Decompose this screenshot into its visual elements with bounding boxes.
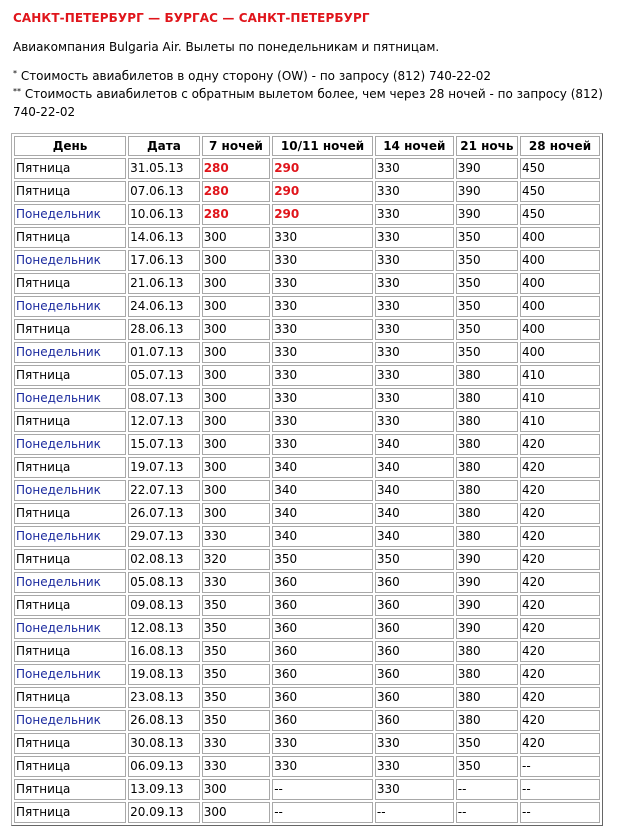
- cell-date: 17.06.13: [128, 250, 200, 271]
- cell-price-10-11-nights: 330: [272, 434, 373, 455]
- cell-price-7-nights: 300: [202, 365, 271, 386]
- cell-price-28-nights: 420: [520, 503, 600, 524]
- cell-price-10-11-nights: 330: [272, 733, 373, 754]
- table-row: [14, 664, 600, 685]
- table-row: [14, 250, 600, 271]
- cell-price-21-nights: 380: [456, 710, 518, 731]
- cell-day: Пятница: [14, 756, 126, 777]
- cell-price-10-11-nights: 360: [272, 618, 373, 639]
- cell-price-14-nights: 340: [375, 434, 454, 455]
- cell-price-28-nights: 400: [520, 250, 600, 271]
- cell-date: 14.06.13: [128, 227, 200, 248]
- cell-price-7-nights: 300: [202, 434, 271, 455]
- cell-price-28-nights: --: [520, 802, 600, 823]
- route-title: САНКТ-ПЕТЕРБУРГ — БУРГАС — САНКТ-ПЕТЕРБУРГ: [13, 11, 370, 25]
- cell-day: Пятница: [14, 365, 126, 386]
- table-row: [14, 411, 600, 432]
- cell-price-7-nights: 300: [202, 480, 271, 501]
- table-row: [14, 779, 600, 800]
- cell-price-28-nights: 420: [520, 457, 600, 478]
- cell-price-7-nights: 300: [202, 227, 271, 248]
- cell-day: Понедельник: [14, 526, 126, 547]
- table-row: [14, 549, 600, 570]
- price-notes: [13, 68, 613, 121]
- cell-price-28-nights: 420: [520, 549, 600, 570]
- cell-day: Понедельник: [14, 710, 126, 731]
- table-row: [14, 641, 600, 662]
- cell-date: 07.06.13: [128, 181, 200, 202]
- cell-price-14-nights: 330: [375, 181, 454, 202]
- cell-price-7-nights: 300: [202, 802, 271, 823]
- cell-price-10-11-nights: 340: [272, 480, 373, 501]
- cell-price-10-11-nights: 330: [272, 250, 373, 271]
- cell-price-28-nights: 400: [520, 273, 600, 294]
- cell-date: 06.09.13: [128, 756, 200, 777]
- cell-price-10-11-nights: 360: [272, 572, 373, 593]
- cell-price-14-nights: 360: [375, 664, 454, 685]
- cell-price-28-nights: 420: [520, 618, 600, 639]
- cell-price-14-nights: 350: [375, 549, 454, 570]
- cell-price-7-nights: 350: [202, 618, 271, 639]
- cell-price-7-nights: 300: [202, 296, 271, 317]
- cell-price-21-nights: 380: [456, 480, 518, 501]
- cell-price-21-nights: 380: [456, 664, 518, 685]
- cell-price-21-nights: 350: [456, 273, 518, 294]
- cell-price-7-nights: 350: [202, 595, 271, 616]
- header-14-nights: 14 ночей: [375, 136, 454, 156]
- header-10-11-nights: 10/11 ночей: [272, 136, 373, 156]
- cell-price-28-nights: 420: [520, 434, 600, 455]
- cell-price-21-nights: 380: [456, 457, 518, 478]
- cell-date: 02.08.13: [128, 549, 200, 570]
- cell-date: 08.07.13: [128, 388, 200, 409]
- cell-price-28-nights: 450: [520, 181, 600, 202]
- cell-date: 13.09.13: [128, 779, 200, 800]
- cell-price-7-nights: 280: [202, 204, 271, 225]
- cell-price-14-nights: 330: [375, 342, 454, 363]
- cell-price-28-nights: 420: [520, 733, 600, 754]
- note-one-way: [13, 68, 613, 86]
- cell-price-14-nights: 330: [375, 227, 454, 248]
- cell-price-21-nights: 380: [456, 388, 518, 409]
- cell-price-14-nights: 330: [375, 365, 454, 386]
- cell-price-21-nights: 350: [456, 319, 518, 340]
- cell-price-7-nights: 330: [202, 756, 271, 777]
- cell-day: Понедельник: [14, 572, 126, 593]
- cell-date: 22.07.13: [128, 480, 200, 501]
- cell-price-14-nights: 340: [375, 457, 454, 478]
- cell-date: 28.06.13: [128, 319, 200, 340]
- cell-price-21-nights: 350: [456, 296, 518, 317]
- table-row: [14, 342, 600, 363]
- table-row: [14, 618, 600, 639]
- cell-price-14-nights: 330: [375, 779, 454, 800]
- cell-price-10-11-nights: 330: [272, 342, 373, 363]
- airline-note: Авиакомпания Bulgaria Air. Вылеты по понедельникам и пятницам.: [13, 40, 440, 54]
- header-day: День: [14, 136, 126, 156]
- cell-price-21-nights: 390: [456, 158, 518, 179]
- table-row: [14, 480, 600, 501]
- cell-price-7-nights: 300: [202, 319, 271, 340]
- cell-price-7-nights: 330: [202, 733, 271, 754]
- cell-price-28-nights: 420: [520, 526, 600, 547]
- cell-price-10-11-nights: 290: [272, 158, 373, 179]
- cell-day: Понедельник: [14, 618, 126, 639]
- cell-price-28-nights: 410: [520, 365, 600, 386]
- cell-price-21-nights: 380: [456, 687, 518, 708]
- cell-day: Пятница: [14, 595, 126, 616]
- cell-date: 19.08.13: [128, 664, 200, 685]
- cell-day: Понедельник: [14, 664, 126, 685]
- cell-date: 16.08.13: [128, 641, 200, 662]
- cell-price-7-nights: 300: [202, 342, 271, 363]
- cell-date: 20.09.13: [128, 802, 200, 823]
- cell-price-7-nights: 300: [202, 457, 271, 478]
- cell-price-10-11-nights: 340: [272, 503, 373, 524]
- cell-day: Пятница: [14, 319, 126, 340]
- note-text: Стоимость авиабилетов с обратным вылетом более, чем через 28 ночей - по запросу (812) 740-22-02: [13, 87, 603, 119]
- cell-price-14-nights: 330: [375, 411, 454, 432]
- cell-price-10-11-nights: 330: [272, 227, 373, 248]
- cell-price-10-11-nights: 330: [272, 756, 373, 777]
- cell-date: 05.08.13: [128, 572, 200, 593]
- cell-price-7-nights: 350: [202, 710, 271, 731]
- cell-price-21-nights: --: [456, 802, 518, 823]
- cell-date: 12.07.13: [128, 411, 200, 432]
- table-row: [14, 595, 600, 616]
- cell-price-7-nights: 350: [202, 641, 271, 662]
- cell-price-14-nights: 330: [375, 204, 454, 225]
- cell-price-10-11-nights: --: [272, 802, 373, 823]
- cell-price-14-nights: 360: [375, 595, 454, 616]
- note-text: Стоимость авиабилетов в одну сторону (OW) - по запросу (812) 740-22-02: [17, 69, 492, 83]
- cell-day: Понедельник: [14, 204, 126, 225]
- header-7-nights: 7 ночей: [202, 136, 271, 156]
- table-row: [14, 733, 600, 754]
- cell-day: Понедельник: [14, 250, 126, 271]
- table-row: [14, 365, 600, 386]
- table-row: [14, 296, 600, 317]
- cell-price-10-11-nights: 350: [272, 549, 373, 570]
- table-row: [14, 526, 600, 547]
- cell-date: 09.08.13: [128, 595, 200, 616]
- header-21-nights: 21 ночь: [456, 136, 518, 156]
- cell-price-21-nights: 350: [456, 342, 518, 363]
- cell-price-7-nights: 350: [202, 687, 271, 708]
- cell-price-28-nights: --: [520, 779, 600, 800]
- cell-date: 29.07.13: [128, 526, 200, 547]
- table-row: [14, 158, 600, 179]
- cell-day: Пятница: [14, 549, 126, 570]
- cell-price-28-nights: 400: [520, 342, 600, 363]
- cell-price-14-nights: 340: [375, 480, 454, 501]
- cell-date: 19.07.13: [128, 457, 200, 478]
- cell-price-28-nights: 450: [520, 158, 600, 179]
- cell-day: Пятница: [14, 181, 126, 202]
- table-header-row: [14, 136, 600, 156]
- cell-day: Пятница: [14, 273, 126, 294]
- cell-day: Понедельник: [14, 388, 126, 409]
- cell-date: 10.06.13: [128, 204, 200, 225]
- cell-price-28-nights: 400: [520, 227, 600, 248]
- cell-price-14-nights: 330: [375, 733, 454, 754]
- cell-price-28-nights: 410: [520, 388, 600, 409]
- cell-price-21-nights: 380: [456, 526, 518, 547]
- cell-price-14-nights: 330: [375, 250, 454, 271]
- note-return: [13, 86, 613, 121]
- cell-price-28-nights: 400: [520, 319, 600, 340]
- cell-price-28-nights: 420: [520, 480, 600, 501]
- cell-date: 05.07.13: [128, 365, 200, 386]
- cell-price-7-nights: 280: [202, 158, 271, 179]
- cell-price-10-11-nights: 330: [272, 388, 373, 409]
- table-row: [14, 457, 600, 478]
- cell-price-14-nights: 360: [375, 710, 454, 731]
- cell-price-7-nights: 330: [202, 526, 271, 547]
- cell-price-28-nights: --: [520, 756, 600, 777]
- cell-price-7-nights: 300: [202, 503, 271, 524]
- cell-price-10-11-nights: 360: [272, 710, 373, 731]
- table-row: [14, 227, 600, 248]
- table-row: [14, 388, 600, 409]
- cell-price-10-11-nights: 330: [272, 319, 373, 340]
- cell-price-7-nights: 300: [202, 250, 271, 271]
- cell-day: Пятница: [14, 411, 126, 432]
- cell-price-21-nights: 350: [456, 756, 518, 777]
- cell-price-7-nights: 330: [202, 572, 271, 593]
- cell-price-21-nights: 350: [456, 227, 518, 248]
- cell-day: Понедельник: [14, 434, 126, 455]
- cell-price-14-nights: 340: [375, 526, 454, 547]
- cell-date: 24.06.13: [128, 296, 200, 317]
- cell-date: 26.07.13: [128, 503, 200, 524]
- cell-price-10-11-nights: 360: [272, 664, 373, 685]
- cell-price-14-nights: 330: [375, 319, 454, 340]
- cell-day: Понедельник: [14, 342, 126, 363]
- cell-price-21-nights: 350: [456, 733, 518, 754]
- note-mark: **: [13, 87, 21, 96]
- table-row: [14, 710, 600, 731]
- cell-price-28-nights: 420: [520, 595, 600, 616]
- cell-price-28-nights: 420: [520, 572, 600, 593]
- cell-price-14-nights: --: [375, 802, 454, 823]
- cell-price-21-nights: 390: [456, 181, 518, 202]
- table-row: [14, 319, 600, 340]
- cell-price-10-11-nights: 360: [272, 687, 373, 708]
- header-date: Дата: [128, 136, 200, 156]
- cell-price-7-nights: 320: [202, 549, 271, 570]
- cell-price-7-nights: 350: [202, 664, 271, 685]
- cell-price-14-nights: 330: [375, 158, 454, 179]
- cell-price-28-nights: 450: [520, 204, 600, 225]
- cell-price-28-nights: 420: [520, 687, 600, 708]
- table-row: [14, 756, 600, 777]
- cell-price-21-nights: 350: [456, 250, 518, 271]
- cell-price-7-nights: 300: [202, 411, 271, 432]
- cell-price-14-nights: 360: [375, 641, 454, 662]
- cell-price-14-nights: 330: [375, 756, 454, 777]
- table-row: [14, 572, 600, 593]
- cell-price-21-nights: 390: [456, 595, 518, 616]
- table-row: [14, 204, 600, 225]
- cell-price-21-nights: 380: [456, 641, 518, 662]
- table-row: [14, 181, 600, 202]
- cell-date: 26.08.13: [128, 710, 200, 731]
- cell-day: Пятница: [14, 641, 126, 662]
- cell-price-10-11-nights: 340: [272, 526, 373, 547]
- cell-price-28-nights: 410: [520, 411, 600, 432]
- cell-price-14-nights: 360: [375, 618, 454, 639]
- cell-day: Пятница: [14, 457, 126, 478]
- table-row: [14, 273, 600, 294]
- table-row: [14, 434, 600, 455]
- cell-price-14-nights: 360: [375, 687, 454, 708]
- cell-price-14-nights: 330: [375, 273, 454, 294]
- cell-day: Пятница: [14, 779, 126, 800]
- cell-day: Пятница: [14, 733, 126, 754]
- table-row: [14, 687, 600, 708]
- note-mark: *: [13, 69, 17, 78]
- cell-price-10-11-nights: 330: [272, 411, 373, 432]
- cell-price-14-nights: 330: [375, 296, 454, 317]
- cell-price-10-11-nights: 330: [272, 365, 373, 386]
- cell-price-28-nights: 420: [520, 710, 600, 731]
- cell-price-10-11-nights: --: [272, 779, 373, 800]
- cell-date: 15.07.13: [128, 434, 200, 455]
- cell-price-28-nights: 400: [520, 296, 600, 317]
- cell-price-7-nights: 300: [202, 273, 271, 294]
- cell-day: Понедельник: [14, 480, 126, 501]
- cell-date: 30.08.13: [128, 733, 200, 754]
- header-28-nights: 28 ночей: [520, 136, 600, 156]
- cell-price-21-nights: 390: [456, 204, 518, 225]
- cell-price-7-nights: 280: [202, 181, 271, 202]
- cell-day: Понедельник: [14, 296, 126, 317]
- cell-day: Пятница: [14, 802, 126, 823]
- cell-price-14-nights: 340: [375, 503, 454, 524]
- cell-price-14-nights: 330: [375, 388, 454, 409]
- cell-day: Пятница: [14, 687, 126, 708]
- cell-date: 23.08.13: [128, 687, 200, 708]
- cell-price-21-nights: 380: [456, 365, 518, 386]
- cell-price-10-11-nights: 360: [272, 641, 373, 662]
- cell-day: Пятница: [14, 503, 126, 524]
- cell-day: Пятница: [14, 158, 126, 179]
- cell-price-10-11-nights: 330: [272, 273, 373, 294]
- cell-price-21-nights: 380: [456, 411, 518, 432]
- cell-price-7-nights: 300: [202, 388, 271, 409]
- cell-price-14-nights: 360: [375, 572, 454, 593]
- table-row: [14, 802, 600, 823]
- cell-price-10-11-nights: 340: [272, 457, 373, 478]
- cell-price-28-nights: 420: [520, 641, 600, 662]
- cell-day: Пятница: [14, 227, 126, 248]
- cell-price-21-nights: 380: [456, 503, 518, 524]
- cell-date: 31.05.13: [128, 158, 200, 179]
- table-row: [14, 503, 600, 524]
- cell-price-10-11-nights: 330: [272, 296, 373, 317]
- cell-price-21-nights: 390: [456, 549, 518, 570]
- cell-price-21-nights: 390: [456, 572, 518, 593]
- cell-price-21-nights: 380: [456, 434, 518, 455]
- cell-price-10-11-nights: 360: [272, 595, 373, 616]
- cell-price-21-nights: --: [456, 779, 518, 800]
- fares-table: [11, 133, 603, 826]
- cell-date: 01.07.13: [128, 342, 200, 363]
- cell-price-21-nights: 390: [456, 618, 518, 639]
- cell-price-10-11-nights: 290: [272, 181, 373, 202]
- cell-price-10-11-nights: 290: [272, 204, 373, 225]
- cell-price-28-nights: 420: [520, 664, 600, 685]
- cell-date: 12.08.13: [128, 618, 200, 639]
- cell-price-7-nights: 300: [202, 779, 271, 800]
- cell-date: 21.06.13: [128, 273, 200, 294]
